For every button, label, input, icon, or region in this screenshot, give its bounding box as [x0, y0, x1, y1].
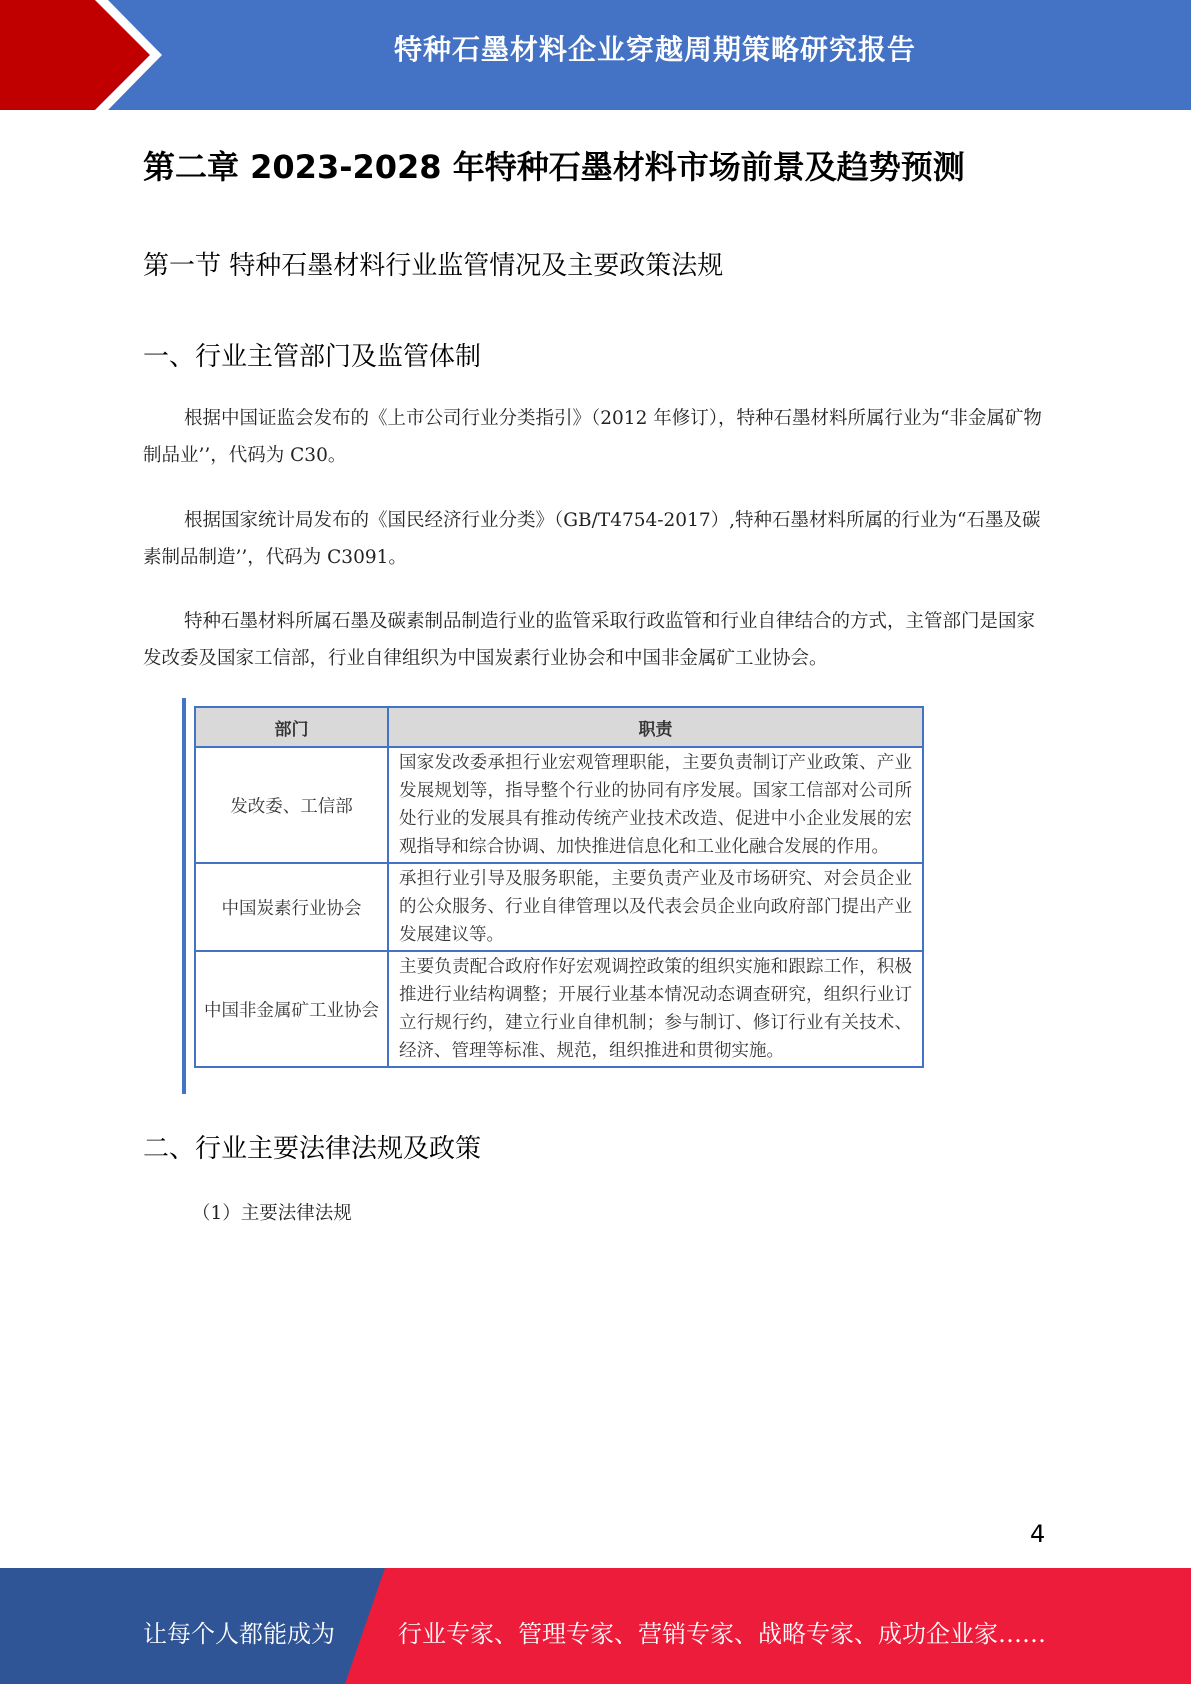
duty-cell: 主要负责配合政府作好宏观调控政策的组织实施和跟踪工作，积极推进行业结构调整；开展行业基本情况动态调查研究，组织行业订立行规行约，建立行业自律机制；参与制订、修订行业有关技术、经济、管理等标准、规范，组织推进和贯彻实施。: [388, 951, 923, 1067]
duty-cell: 国家发改委承担行业宏观管理职能，主要负责制订产业政策、产业发展规划等，指导整个行业的协同有序发展。国家工信部对公司所处行业的发展具有推动传统产业技术改造、促进中小企业发展的宏观指导和综合协调、加快推进信息化和工业化融合发展的作用。: [388, 747, 923, 863]
footer-slogan-right: 行业专家、管理专家、营销专家、战略专家、成功企业家……: [398, 1620, 1046, 1648]
page-number: 4: [1030, 1520, 1046, 1548]
column-header-dept: 部门: [195, 707, 388, 747]
paragraph: 根据中国证监会发布的《上市公司行业分类指引》（2012 年修订），特种石墨材料所属行业为“非金属矿物制品业’’，代码为 C30。: [143, 408, 1042, 466]
list-item: （1）主要法律法规: [192, 1203, 352, 1224]
paragraph: 根据国家统计局发布的《国民经济行业分类》（GB/T4754-2017）,特种石墨材料所属的行业为“石墨及碳素制品制造’’，代码为 C3091。: [143, 510, 1041, 568]
subsection-title: 二、行业主要法律法规及政策: [143, 1134, 482, 1164]
page-header: [0, 0, 1191, 110]
footer-slogan-left: 让每个人都能成为: [143, 1620, 335, 1648]
page-footer: [0, 1568, 1191, 1684]
dept-cell: 中国非金属矿工业协会: [195, 951, 388, 1067]
table-header-row: [195, 707, 923, 747]
dept-cell: 中国炭素行业协会: [195, 863, 388, 951]
duty-cell: 承担行业引导及服务职能，主要负责产业及市场研究、对会员企业的公众服务、行业自律管理以及代表会员企业向政府部门提出产业发展建议等。: [388, 863, 923, 951]
subsection-title: 一、行业主管部门及监管体制: [143, 342, 482, 372]
column-header-duty: 职责: [388, 707, 923, 747]
table-row: [195, 863, 923, 951]
header-title: 特种石墨材料企业穿越周期策略研究报告: [393, 33, 916, 66]
table-accent-bar: [182, 698, 186, 1094]
dept-cell: 发改委、工信部: [195, 747, 388, 863]
chapter-title: 第二章 2023-2028 年特种石墨材料市场前景及趋势预测: [143, 148, 965, 186]
section-title: 第一节 特种石墨材料行业监管情况及主要政策法规: [143, 251, 724, 281]
regulator-duty-table: [194, 706, 924, 1068]
table-row: [195, 951, 923, 1067]
table-row: [195, 747, 923, 863]
paragraph: 特种石墨材料所属石墨及碳素制品制造行业的监管采取行政监管和行业自律结合的方式，主管部门是国家发改委及国家工信部，行业自律组织为中国炭素行业协会和中国非金属矿工业协会。: [143, 611, 1036, 669]
